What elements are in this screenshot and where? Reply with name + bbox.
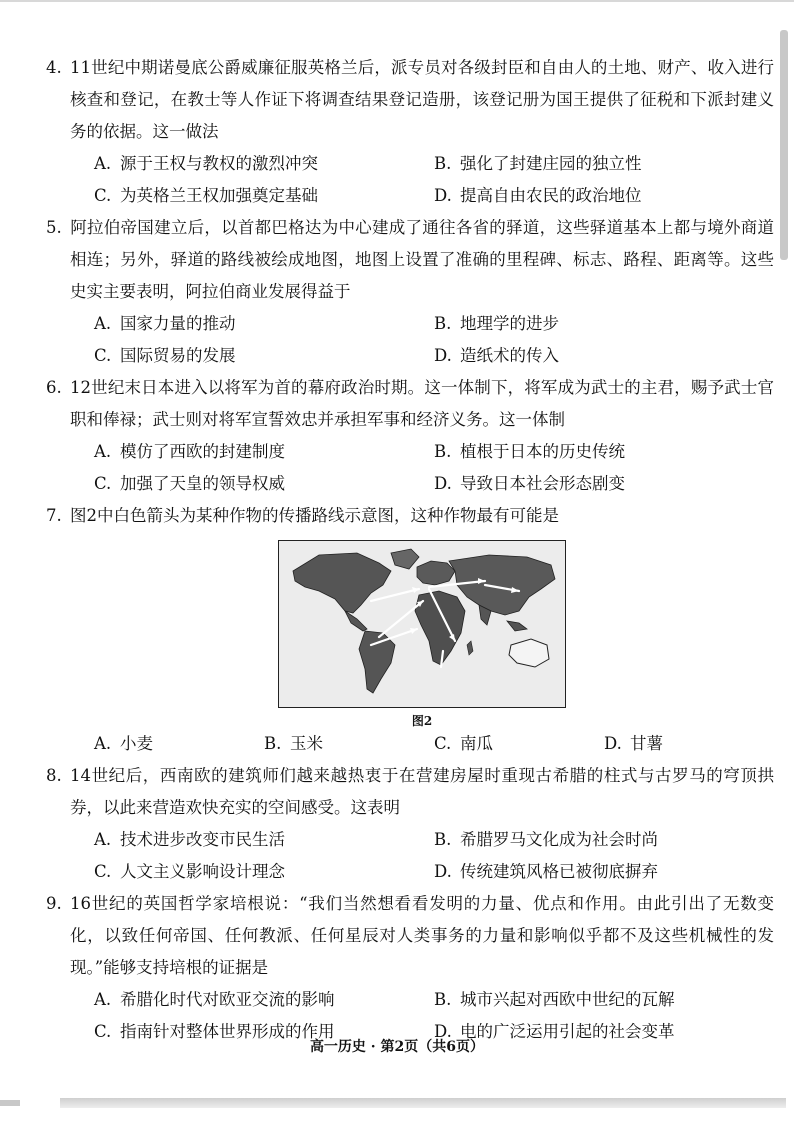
option-b — [264, 728, 434, 760]
option-letter: C. — [94, 1022, 112, 1041]
option-d — [410, 180, 750, 212]
question-stem — [46, 52, 774, 148]
option-text: 强化了封建庄园的独立性 — [460, 154, 642, 173]
option-c — [70, 856, 410, 888]
option-letter: D. — [604, 734, 622, 753]
question-number: 5. — [46, 218, 62, 237]
option-letter: B. — [434, 830, 452, 849]
question-number: 9. — [46, 894, 62, 913]
question-list — [46, 52, 774, 1048]
figure-caption: 图2 — [411, 714, 433, 728]
question-stem — [46, 500, 774, 532]
options — [70, 148, 774, 212]
question-number: 7. — [46, 506, 62, 525]
option-text: 南瓜 — [460, 734, 493, 753]
question-5 — [46, 212, 774, 372]
option-a — [70, 984, 410, 1016]
question-text: 14世纪后，西南欧的建筑师们越来越热衷于在营建房屋时重现古希腊的柱式与古罗马的穹顶拱券，以此来营造欢快充实的空间感受。这表明 — [70, 766, 774, 817]
option-d — [410, 340, 750, 372]
option-text: 城市兴起对西欧中世纪的瓦解 — [460, 990, 675, 1009]
question-text: 阿拉伯帝国建立后，以首都巴格达为中心建成了通往各省的驿道，这些驿道基本上都与境外商道相连；另外，驿道的路线被绘成地图，地图上设置了准确的里程碑、标志、路程、距离等。这些史实主要表明，阿拉伯商业发展得益于 — [70, 218, 774, 301]
option-letter: C. — [94, 862, 112, 881]
option-c — [434, 728, 604, 760]
question-number: 6. — [46, 378, 62, 397]
option-text: 技术进步改变市民生活 — [120, 830, 285, 849]
option-letter: C. — [434, 734, 452, 753]
option-letter: A. — [94, 442, 112, 461]
question-9 — [46, 888, 774, 1048]
option-text: 电的广泛运用引起的社会变革 — [460, 1022, 675, 1041]
question-number: 4. — [46, 58, 62, 77]
figure-2 — [70, 540, 774, 728]
option-text: 提高自由农民的政治地位 — [460, 186, 642, 205]
option-letter: B. — [434, 314, 452, 333]
option-letter: D. — [434, 186, 452, 205]
question-text: 图2中白色箭头为某种作物的传播路线示意图，这种作物最有可能是 — [70, 506, 559, 525]
option-text: 国际贸易的发展 — [120, 346, 236, 365]
options — [70, 308, 774, 372]
question-4 — [46, 52, 774, 212]
option-letter: A. — [94, 734, 112, 753]
question-stem — [46, 372, 774, 436]
question-6 — [46, 372, 774, 500]
option-text: 希腊化时代对欧亚交流的影响 — [120, 990, 335, 1009]
option-b — [410, 824, 750, 856]
option-text: 指南针对整体世界形成的作用 — [120, 1022, 335, 1041]
option-text: 源于王权与教权的激烈冲突 — [120, 154, 318, 173]
option-letter: B. — [434, 154, 452, 173]
option-text: 导致日本社会形态剧变 — [460, 474, 625, 493]
option-letter: C. — [94, 346, 112, 365]
option-letter: B. — [264, 734, 282, 753]
option-a — [70, 436, 410, 468]
option-letter: A. — [94, 314, 112, 333]
option-a — [70, 824, 410, 856]
question-stem — [46, 888, 774, 984]
option-d — [410, 856, 750, 888]
option-a — [94, 728, 264, 760]
option-letter: D. — [434, 474, 452, 493]
option-letter: D. — [434, 1022, 452, 1041]
option-text: 人文主义影响设计理念 — [120, 862, 285, 881]
option-text: 加强了天皇的领导权威 — [120, 474, 285, 493]
option-letter: D. — [434, 862, 452, 881]
question-7 — [46, 500, 774, 760]
option-b — [410, 148, 750, 180]
option-a — [70, 148, 410, 180]
option-text: 希腊罗马文化成为社会时尚 — [460, 830, 658, 849]
world-map-image — [278, 540, 566, 708]
option-letter: A. — [94, 830, 112, 849]
option-text: 模仿了西欧的封建制度 — [120, 442, 285, 461]
option-b — [410, 984, 750, 1016]
question-text: 16世纪的英国哲学家培根说：“我们当然想看看发明的力量、优点和作用。由此引出了无数变化，以致任何帝国、任何教派、任何星辰对人类事务的力量和影响似乎都不及这些机械性的发现。”能够支持培根的证据是 — [70, 894, 774, 977]
option-letter: D. — [434, 346, 452, 365]
option-c — [70, 468, 410, 500]
option-text: 为英格兰王权加强奠定基础 — [120, 186, 318, 205]
option-text: 传统建筑风格已被彻底摒弃 — [460, 862, 658, 881]
question-stem — [46, 760, 774, 824]
option-text: 造纸术的传入 — [460, 346, 559, 365]
scan-edge-mark — [0, 1100, 20, 1106]
option-text: 植根于日本的历史传统 — [460, 442, 625, 461]
world-map-graphic — [279, 541, 565, 707]
question-number: 8. — [46, 766, 62, 785]
option-b — [410, 308, 750, 340]
option-a — [70, 308, 410, 340]
options — [70, 824, 774, 888]
page-footer: 高一历史 · 第2页（共6页） — [309, 1039, 485, 1055]
question-text: 11世纪中期诺曼底公爵威廉征服英格兰后，派专员对各级封臣和自由人的土地、财产、收入进行核查和登记，在教士等人作证下将调查结果登记造册，该登记册为国王提供了征税和下派封建义务的依据。这一做法 — [70, 58, 774, 141]
question-stem — [46, 212, 774, 308]
option-text: 小麦 — [120, 734, 153, 753]
option-c — [70, 340, 410, 372]
option-letter: A. — [94, 990, 112, 1009]
option-letter: B. — [434, 990, 452, 1009]
option-text: 甘薯 — [630, 734, 663, 753]
question-text: 12世纪末日本进入以将军为首的幕府政治时期。这一体制下，将军成为武士的主君，赐予武士官职和俸禄；武士则对将军宣誓效忠并承担军事和经济义务。这一体制 — [70, 378, 774, 429]
option-letter: A. — [94, 154, 112, 173]
option-letter: C. — [94, 186, 112, 205]
option-d — [410, 468, 750, 500]
options — [70, 436, 774, 500]
option-text: 地理学的进步 — [460, 314, 559, 333]
option-text: 国家力量的推动 — [120, 314, 236, 333]
page-top-edge — [0, 0, 794, 2]
option-b — [410, 436, 750, 468]
option-letter: C. — [94, 474, 112, 493]
scrollbar[interactable] — [780, 30, 788, 260]
option-text: 玉米 — [290, 734, 323, 753]
option-d — [604, 728, 774, 760]
option-c — [70, 180, 410, 212]
options — [70, 728, 774, 760]
question-8 — [46, 760, 774, 888]
option-letter: B. — [434, 442, 452, 461]
page-bottom-edge — [60, 1098, 786, 1108]
